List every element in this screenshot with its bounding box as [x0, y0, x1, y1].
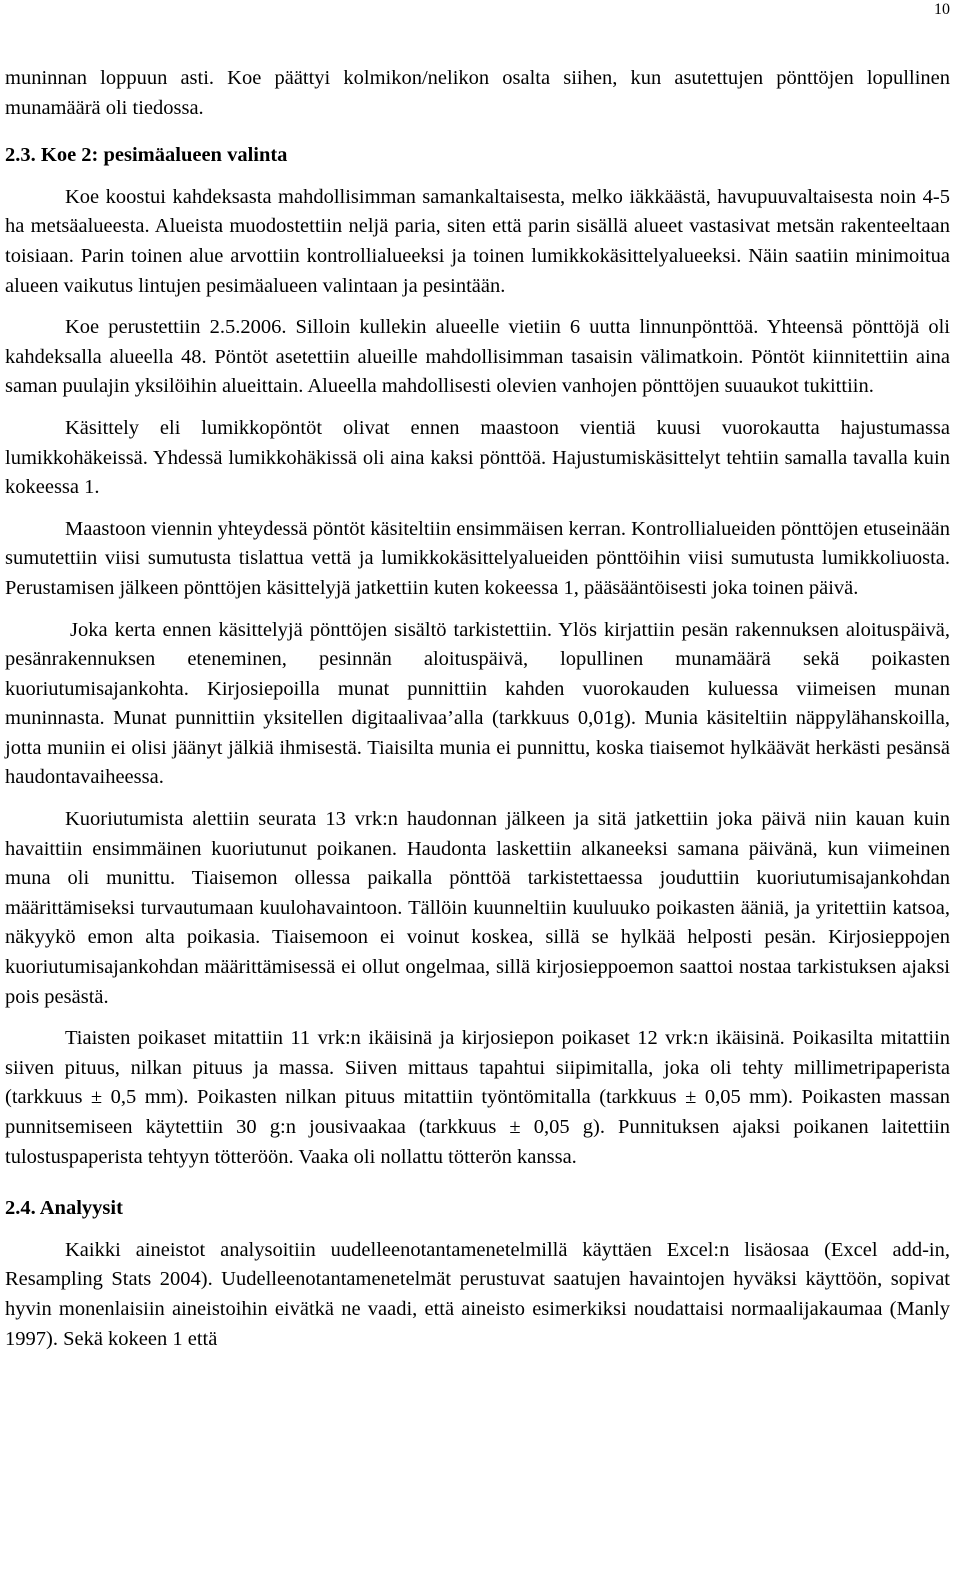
paragraph-experiment-setup: Koe perustettiin 2.5.2006. Silloin kullekin alueelle vietiin 6 uutta linnunpönttöä. Yhteensä pönttöjä oli kahdeksalla alueella 48. Pöntöt asetettiin alueille mahdollisimman tasaisin välimatkoin. Pöntöt kiinnitettiin aina saman puulajin yksilöihin alueittain. Alueella mahdollisesti olevien vanhojen pönttöjen suuaukot tukittiin.	[5, 316, 950, 398]
document-body	[5, 64, 950, 1354]
paragraph-spraying: Maastoon viennin yhteydessä pöntöt käsiteltiin ensimmäisen kerran. Kontrollialueiden pönttöjen etuseinään sumutettiin viisi sumutusta tislattua vettä ja lumikkokäsittelyalueiden pönttöihin viisi sumutusta lumikkoliuosta. Perustamisen jälkeen pönttöjen käsittelyjä jatkettiin kuten kokeessa 1, pääsääntöisesti joka toinen päivä.	[5, 517, 950, 599]
paragraph-nest-checks: Joka kerta ennen käsittelyjä pönttöjen sisältö tarkistettiin. Ylös kirjattiin pesän rakennuksen aloituspäivä, pesänrakennuksen eteneminen, pesinnän aloituspäivä, lopullinen munamäärä sekä poikasten kuoriutumisajankohta. Kirjosiepoilla munat punnittiin kahden vuorokauden kuluessa viimeisen munan muninnasta. Munat punnittiin yksitellen digitaalivaa’alla (tarkkuus 0,01g). Munia käsiteltiin näppylähanskoilla, jotta muniin ei olisi jäänyt jälkiä ihmisestä. Tiaisilta munia ei punnittu, koska tiaisemot hylkäävät herkästi pesänsä haudontavaiheessa.	[5, 618, 950, 789]
paragraph-treatment: Käsittely eli lumikkopöntöt olivat ennen maastoon vientiä kuusi vuorokautta hajustumassa lumikkohäkeissä. Yhdessä lumikkohäkissä oli aina kaksi pönttöä. Hajustumiskäsittelyt tehtiin samalla tavalla kuin kokeessa 1.	[5, 416, 950, 499]
paragraph-study-areas: Koe koostui kahdeksasta mahdollisimman samankaltaisesta, melko iäkkäästä, havupuuvaltaisesta noin 4-5 ha metsäalueesta. Alueista muodostettiin neljä paria, siten että parin sisällä alueet vastasivat metsän rakenteeltaan toisiaan. Parin toinen alue arvottiin kontrollialueeksi ja toinen lumikkokäsittelyalueeksi. Näin saatiin minimoitua alueen vaikutus lintujen pesimäalueen valintaan ja pesintään.	[5, 185, 950, 297]
continuation-paragraph: muninnan loppuun asti. Koe päättyi kolmikon/nelikon osalta siihen, kun asutettujen pönttöjen lopullinen munamäärä oli tiedossa.	[5, 67, 950, 119]
page-number: 10	[934, 1, 950, 18]
paragraph-hatching: Kuoriutumista alettiin seurata 13 vrk:n haudonnan jälkeen ja sitä jatkettiin joka päivä niin kauan kuin havaittiin ensimmäinen kuoriutunut poikanen. Haudonta laskettiin alkaneeksi samana päivänä, kun viimeinen muna oli munittu. Tiaisemon ollessa paikalla pönttöä tarkistettaessa jouduttiin kuoriutumisajankohdan määrittämiseksi turvautumaan kuulohavaintoon. Tällöin kuunneltiin kuuluuko poikasten ääniä, ja yritettiin katsoa, näkyykö emon alta poikasia. Tiaisemoon ei voinut koskea, sillä se hylkää helposti pesän. Kirjosieppojen kuoriutumisajankohdan määrittämisessä ei ollut ongelmaa, sillä kirjosieppoemon saattoi nostaa tarkistuksen ajaksi pois pesästä.	[5, 808, 950, 1008]
paragraph-measurements: Tiaisten poikaset mitattiin 11 vrk:n ikäisinä ja kirjosiepon poikaset 12 vrk:n ikäisinä. Poikasilta mitattiin siiven pituus, nilkan pituus ja massa. Siiven mittaus tapahtui siipimitalla, joka oli tehty millimetripaperista (tarkkuus ± 0,5 mm). Poikasten nilkan pituus mitattiin työntömitalla (tarkkuus ± 0,05 mm). Poikasten massan punnitsemiseen käytettiin 30 g:n jousivaakaa (tarkkuus ± 0,05 g). Punnituksen ajaksi poikanen laitettiin tulostuspaperista tehtyyn tötteröön. Vaaka oli nollattu tötterön kanssa.	[5, 1027, 950, 1168]
section-heading-2-3: 2.3. Koe 2: pesimäalueen valinta	[5, 144, 288, 167]
paragraph-analyses: Kaikki aineistot analysoitiin uudelleenotantamenetelmillä käyttäen Excel:n lisäosaa (Excel add-in, Resampling Stats 2004). Uudelleenotantamenetelmät perustuvat saatujen havaintojen hyväksi käyttöön, sopivat hyvin monenlaisiin aineistoihin eivätkä ne vaadi, että aineisto esimerkiksi noudattaisi normaalijakaumaa (Manly 1997). Sekä kokeen 1 että	[5, 1238, 950, 1350]
section-heading-2-4: 2.4. Analyysit	[5, 1197, 123, 1220]
